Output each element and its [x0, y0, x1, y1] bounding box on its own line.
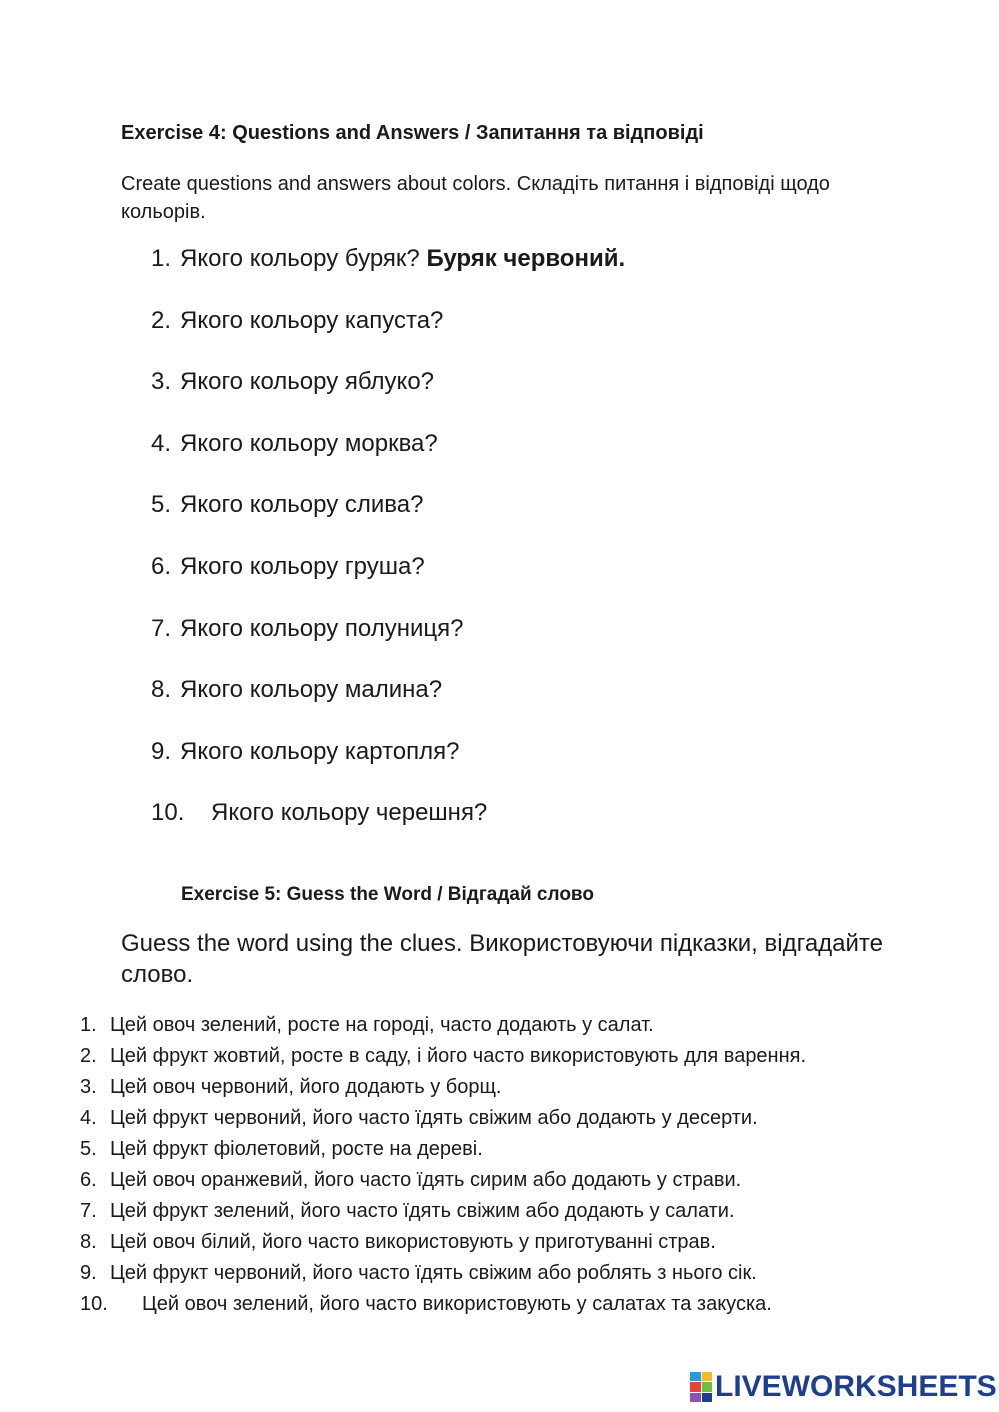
question-item — [151, 243, 625, 305]
clue-item — [80, 1228, 806, 1259]
question-text: Якого кольору морква? — [180, 429, 438, 457]
clue-item — [80, 1290, 806, 1321]
question-text: Якого кольору буряк? — [180, 245, 420, 272]
question-item — [151, 428, 625, 490]
clue-text: Цей овоч зелений, росте на городі, часто додають у салат. — [110, 1014, 654, 1036]
clue-text: Цей овоч зелений, його часто використовують у салатах та закуска. — [142, 1293, 772, 1315]
question-answer: Буряк червоний. — [426, 245, 626, 272]
clue-text: Цей овоч білий, його часто використовують у приготуванні страв. — [110, 1231, 716, 1253]
clue-item — [80, 1073, 806, 1104]
question-item — [151, 366, 625, 428]
clue-number: 2. — [80, 1045, 97, 1067]
clue-number: 7. — [80, 1200, 97, 1222]
question-item — [151, 674, 625, 736]
question-text: Якого кольору полуниця? — [180, 614, 464, 642]
clue-number: 6. — [80, 1169, 97, 1191]
question-text: Якого кольору капуста? — [180, 306, 444, 334]
question-item — [151, 489, 625, 551]
question-text: Якого кольору картопля? — [180, 737, 460, 765]
clue-text: Цей овоч оранжевий, його часто їдять сирим або додають у страви. — [110, 1169, 742, 1191]
question-number: 8. — [151, 676, 172, 704]
question-number: 9. — [151, 737, 172, 765]
question-item — [151, 613, 625, 675]
logo-tile — [702, 1382, 713, 1391]
brand-name: LIVEWORKSHEETS — [715, 1370, 997, 1403]
exercise-4-title: Exercise 4: Questions and Answers / Запитання та відповіді — [121, 122, 704, 144]
question-number: 10. — [151, 799, 185, 827]
clue-item — [80, 1104, 806, 1135]
clue-text: Цей фрукт фіолетовий, росте на дереві. — [110, 1138, 483, 1160]
question-text: Якого кольору груша? — [180, 552, 425, 580]
exercise-5-title: Exercise 5: Guess the Word / Відгадай слово — [181, 884, 594, 905]
question-number: 6. — [151, 552, 172, 580]
clue-text: Цей фрукт зелений, його часто їдять свіжим або додають у салати. — [110, 1200, 735, 1222]
clue-item — [80, 1135, 806, 1166]
question-number: 4. — [151, 429, 172, 457]
clue-text: Цей фрукт жовтий, росте в саду, і його часто використовують для варення. — [110, 1045, 807, 1067]
question-text: Якого кольору яблуко? — [180, 368, 435, 396]
clue-text: Цей овоч червоний, його додають у борщ. — [110, 1076, 502, 1098]
logo-tile — [702, 1372, 713, 1381]
question-number: 2. — [151, 306, 172, 334]
question-item — [151, 797, 625, 859]
clue-number: 3. — [80, 1076, 97, 1098]
clue-number: 5. — [80, 1138, 97, 1160]
logo-tile — [690, 1372, 701, 1381]
question-text: Якого кольору слива? — [180, 491, 424, 519]
question-number: 7. — [151, 614, 172, 642]
clue-number: 1. — [80, 1014, 97, 1036]
question-item — [151, 736, 625, 798]
clue-number: 8. — [80, 1231, 97, 1253]
logo-tile — [702, 1393, 713, 1402]
logo-tile — [690, 1382, 701, 1391]
exercise-5-instruction: Guess the word using the clues. Використовуючи підказки, відгадайте слово. — [121, 930, 883, 988]
question-item — [151, 551, 625, 613]
liveworksheets-logo-icon — [690, 1372, 712, 1402]
question-item — [151, 305, 625, 367]
question-number: 1. — [151, 245, 172, 272]
liveworksheets-brand[interactable] — [690, 1370, 997, 1404]
logo-tile — [690, 1393, 701, 1402]
clue-item — [80, 1259, 806, 1290]
clue-text: Цей фрукт червоний, його часто їдять свіжим або роблять з нього сік. — [110, 1262, 757, 1284]
clue-item — [80, 1011, 806, 1042]
question-number: 3. — [151, 368, 172, 396]
question-text: Якого кольору малина? — [180, 676, 443, 704]
question-number: 5. — [151, 491, 172, 519]
clue-item — [80, 1166, 806, 1197]
clue-item — [80, 1042, 806, 1073]
question-text: Якого кольору черешня? — [211, 799, 488, 827]
clue-number: 4. — [80, 1107, 97, 1129]
exercise-4-instruction: Create questions and answers about colors. Складіть питання і відповіді щодо кольорів. — [121, 173, 830, 223]
clue-number: 9. — [80, 1262, 97, 1284]
clue-text: Цей фрукт червоний, його часто їдять свіжим або додають у десерти. — [110, 1107, 758, 1129]
clue-item — [80, 1197, 806, 1228]
clue-list — [80, 1011, 806, 1321]
question-list — [151, 243, 625, 859]
clue-number: 10. — [80, 1293, 108, 1315]
